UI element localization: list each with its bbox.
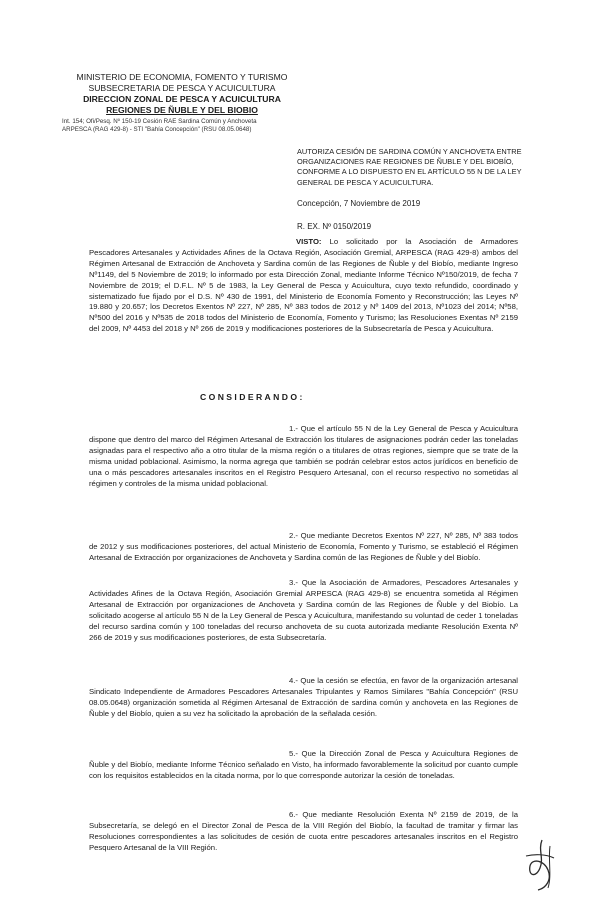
reference-line-1: Int. 154; Ofi/Pesq. Nº 150-19 Cesión RAE Sardina Común y Anchoveta: [62, 118, 257, 125]
considerando-6: 6.- Que mediante Resolución Exenta Nº 2159 de 2019, de la Subsecretaría, se delegó en el Director Zonal de Pesca de la VIII Región del Biobío, la facultad de tramitar y firmar las Resoluciones correspondientes a las solicitudes de cesión de cuota entre pescadores artesanales inscritos en el Registro Pesquero Artesanal de la VIII Región.: [89, 810, 518, 852]
subsecretaria-line: SUBSECRETARIA DE PESCA Y ACUICULTURA: [88, 83, 276, 93]
visto-text: Lo solicitado por la Asociación de Armadores Pescadores Artesanales y Actividades Afines de la Octava Región, Asociación Gremial, ARPESCA (RAG 429-8) ambos del Régimen Artesanal de Extracción de Anchoveta y Sardina común de las Regiones de Ñuble y del Biobío, mediante Ingreso Nº1149, del 5 Noviembre de 2019; lo informado por esta Dirección Zonal, mediante Informe Técnico Nº150/2019, de fecha 7 Noviembre de 2019; el D.F.L. Nº 5 de 1983, la Ley General de Pesca y Acuicultura, cuyo texto refundido, coordinado y sistematizado fue fijado por el D.S. Nº 430 de 1991, del Ministerio de Economía Fomento y Reconstrucción; las Leyes Nº 19.880 y 20.657; los Decretos Exentos Nº 227, Nº 285, Nº 383 todos de 2012 y Nº 1409 del 2013, Nº1023 del 2014; Nº58, Nº500 del 2016 y Nº535 de 2018 todos del Ministerio de Economía, Fomento y Turismo; las Resoluciones Exentas Nº 2159 del 2009, Nº 4453 del 2018 y Nº 266 de 2019 y modificaciones posteriores de la Subsecretaría de Pesca y Acuicultura.: [89, 237, 518, 334]
direccion-line: DIRECCION ZONAL DE PESCA Y ACUICULTURA: [83, 94, 281, 104]
letterhead: [62, 72, 302, 134]
resolution-number: R. EX. Nº 0150/2019: [297, 222, 372, 231]
place-date: Concepción, 7 Noviembre de 2019: [297, 199, 421, 208]
considerando-1: 1.- Que el artículo 55 N de la Ley General de Pesca y Acuicultura dispone que dentro del marco del Régimen Artesanal de Extracción los titulares de asignaciones podrán ceder las toneladas asignadas para el respectivo año a otro titular de la misma región o a titulares de otras regiones, siempre que se trate de la misma unidad poblacional. Asimismo, la norma agrega que también se podrán celebrar estos actos jurídicos en beneficio de una o más pescadores artesanales inscritos en el Registro Pesquero Artesanal, con el recurso respectivo no sometidas al régimen y controles de la misma unidad poblacional.: [89, 424, 518, 488]
regiones-line: REGIONES DE ÑUBLE Y DEL BIOBIO: [106, 105, 258, 115]
handwritten-initials: [520, 836, 560, 894]
visto-paragraph: [89, 237, 518, 335]
considerando-title: CONSIDERANDO:: [200, 392, 305, 402]
resolution-subject: AUTORIZA CESIÓN DE SARDINA COMÚN Y ANCHOVETA ENTRE ORGANIZACIONES RAE REGIONES DE ÑUBLE Y DEL BIOBÍO, CONFORME A LO DISPUESTO EN EL ARTÍCULO 55 N DE LA LEY GENERAL DE PESCA Y ACUICULTURA.: [297, 147, 522, 187]
visto-label: VISTO:: [296, 237, 322, 246]
considerando-3: 3.- Que la Asociación de Armadores, Pescadores Artesanales y Actividades Afines de la Octava Región, Asociación Gremial ARPESCA (RAG 429-8) se encuentra sometida al Régimen Artesanal de Extracción por organizaciones de Anchoveta y Sardina común de las Regiones de Ñuble y del Biobío. La solicitado acogerse al artículo 55 N de la Ley General de Pesca y Acuicultura, manifestando su voluntad de ceder 1 toneladas del recurso sardina común y 100 toneladas del recurso anchoveta de su cuota autorizada mediante Resolución Exenta Nº 266 de 2019 y sus modificaciones posteriores, de esta Subsecretaría.: [89, 578, 518, 642]
ministry-line: MINISTERIO DE ECONOMIA, FOMENTO Y TURISMO: [76, 72, 288, 82]
reference-line-2: ARPESCA (RAG 429-8) - STI "Bahía Concepción" (RSU 08.05.0648): [62, 126, 252, 134]
considerando-5: 5.- Que la Dirección Zonal de Pesca y Acuicultura Regiones de Ñuble y del Biobío, mediante Informe Técnico señalado en Visto, ha informado favorablemente la solicitud por cuanto cumple con los requisitos establecidos en la citada norma, por lo que corresponde autorizar la cesión de toneladas.: [89, 749, 518, 780]
considerando-4: 4.- Que la cesión se efectúa, en favor de la organización artesanal Sindicato Independiente de Armadores Pescadores Artesanales Tripulantes y Ramos Similares "Bahía Concepción" (RSU 08.05.0648) organización sometida al Régimen Artesanal de Extracción de sardina común y anchoveta en las Regiones de Ñuble y del Biobío, quien a su vez ha solicitado la aprobación de la señalada cesión.: [89, 676, 518, 718]
considerando-2: 2.- Que mediante Decretos Exentos Nº 227, Nº 285, Nº 383 todos de 2012 y sus modificaciones posteriores, del actual Ministerio de Economía, Fomento y Turismo, se estableció el Régimen Artesanal de Extracción por organizaciones de Anchoveta y Sardina común de las Regiones de Ñuble y del Biobío.: [89, 531, 518, 562]
